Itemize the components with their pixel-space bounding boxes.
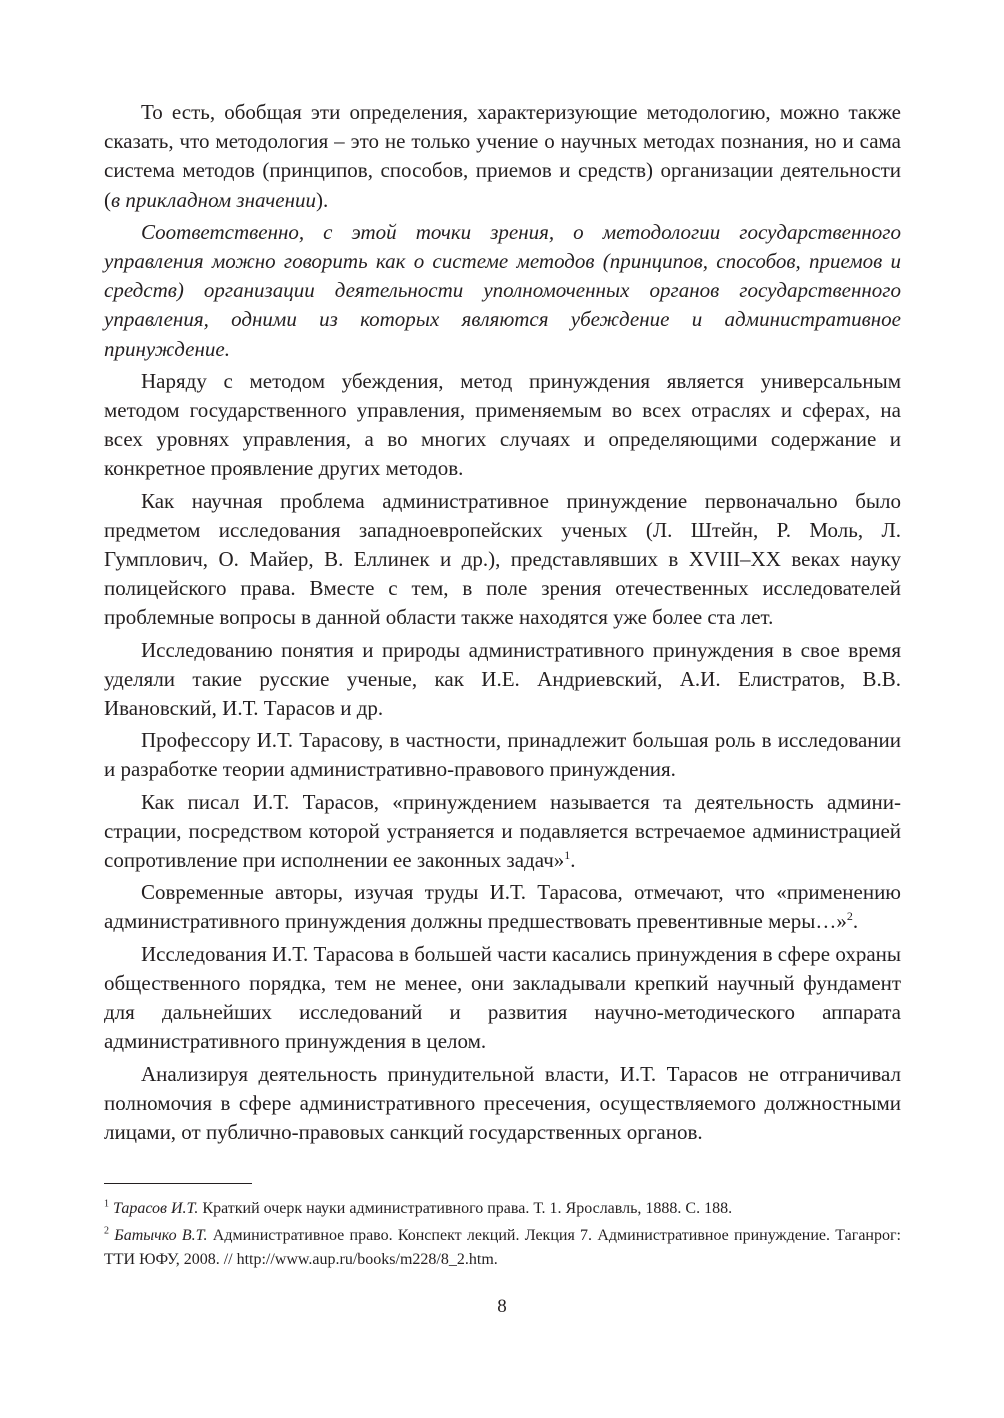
paragraph-2: Соответственно, с этой точки зрения, о методологии государственного управления можно говорить как о системе методов (принципов, способов, приемов и средств) организации деятельности уполномоченных органов государственного управления, одними из которых являются убеждение и административное принуждение. xyxy=(104,219,901,361)
paragraph-8-end: . xyxy=(852,909,859,934)
paragraph-4: Как научная проблема административное принуждение первоначально было предметом исследования западноевропейских ученых (Л. Штейн, Р. Моль, Л. Гумплович, О. Майер, В. Еллинек и др.), представлявших в XVIII–XX веках науку полицейского права. Вместе с тем, в поле зрения отечественных исследователей проблемные вопросы в данной области также находятся уже более ста лет. xyxy=(104,488,901,630)
paragraph-9: Исследования И.Т. Тарасова в большей части касались принуждения в сфере охраны общественного порядка, тем не менее, они закладывали крепкий научный фундамент для дальнейших исследований и развития научно-методического аппарата административного принуждения в целом. xyxy=(104,941,901,1054)
footnote-ref-1[interactable]: 1 xyxy=(564,848,571,863)
footnote-1-author: Тарасов И.Т. xyxy=(113,1200,199,1217)
footnote-1 xyxy=(104,1197,901,1222)
paragraph-1 xyxy=(104,98,901,215)
paragraph-5: Исследованию понятия и природы административного принуждения в свое время уделяли такие русские ученые, как И.Е. Андриевский, А.И. Елистратов, В.В. Ивановский, И.Т. Тарасов и др. xyxy=(104,637,901,721)
footnote-1-text: Краткий очерк науки административного права. Т. 1. Ярославль, 1888. С. 188. xyxy=(198,1200,733,1217)
footnote-1-mark: 1 xyxy=(104,1198,109,1210)
paragraph-7-text: Как писал И.Т. Тарасов, «принуждением называется та деятельность администрации, посредством которой устраняется и подавляется встречаемое администрацией сопротивление при исполнении ее законных задач» xyxy=(104,789,901,873)
footnote-ref-2[interactable]: 2 xyxy=(846,909,853,924)
page-body xyxy=(104,98,901,1147)
paragraph-7 xyxy=(104,788,901,876)
footnote-divider xyxy=(104,1183,252,1184)
paragraph-6: Профессору И.Т. Тарасову, в частности, принадлежит большая роль в исследовании и разработке теории административно-правового принуждения. xyxy=(104,728,901,782)
paragraph-10: Анализируя деятельность принудительной власти, И.Т. Тарасов не отграничивал полномочия в сфере административного пресечения, осуществляемого должностными лицами, от публично-правовых санкций государственных органов. xyxy=(104,1061,901,1144)
paragraph-8 xyxy=(104,878,901,936)
paragraph-8-text: Современные авторы, изучая труды И.Т. Тарасова, отмечают, что «применению административного принуждения должны предшествовать превентивные меры…» xyxy=(104,880,901,934)
paragraph-3: Наряду с методом убеждения, метод принуждения является универсальным методом государственного управления, применяемым во всех отраслях и сферах, на всех уровнях управления, а во многих случаях и определяющими содержание и конкретное проявление других методов. xyxy=(104,368,901,481)
paragraph-7-end: . xyxy=(570,848,576,873)
footnotes xyxy=(104,1197,901,1273)
footnote-2-author: Батычко В.Т. xyxy=(114,1226,208,1244)
footnote-2-mark: 2 xyxy=(104,1225,109,1237)
footnote-2-text: Административное право. Конспект лекций. Лекция 7. Административное принуждение. Таганрог: ТТИ ЮФУ, 2008. // http://www.aup.ru/books/m228/8_2.htm. xyxy=(104,1226,902,1268)
page-number: 8 xyxy=(497,1296,507,1317)
paragraph-1-end: ). xyxy=(316,187,329,212)
paragraph-1-emphasis: в прикладном значении xyxy=(111,187,317,212)
footnote-2 xyxy=(104,1224,901,1273)
paragraph-1-text: То есть, обобщая эти определения, характеризующие методологию, можно также сказать, что методология – это не только учение о научных методах познания, но и сама система методов (принципов, способов, приемов и средств) организации деятельности ( xyxy=(104,100,901,212)
